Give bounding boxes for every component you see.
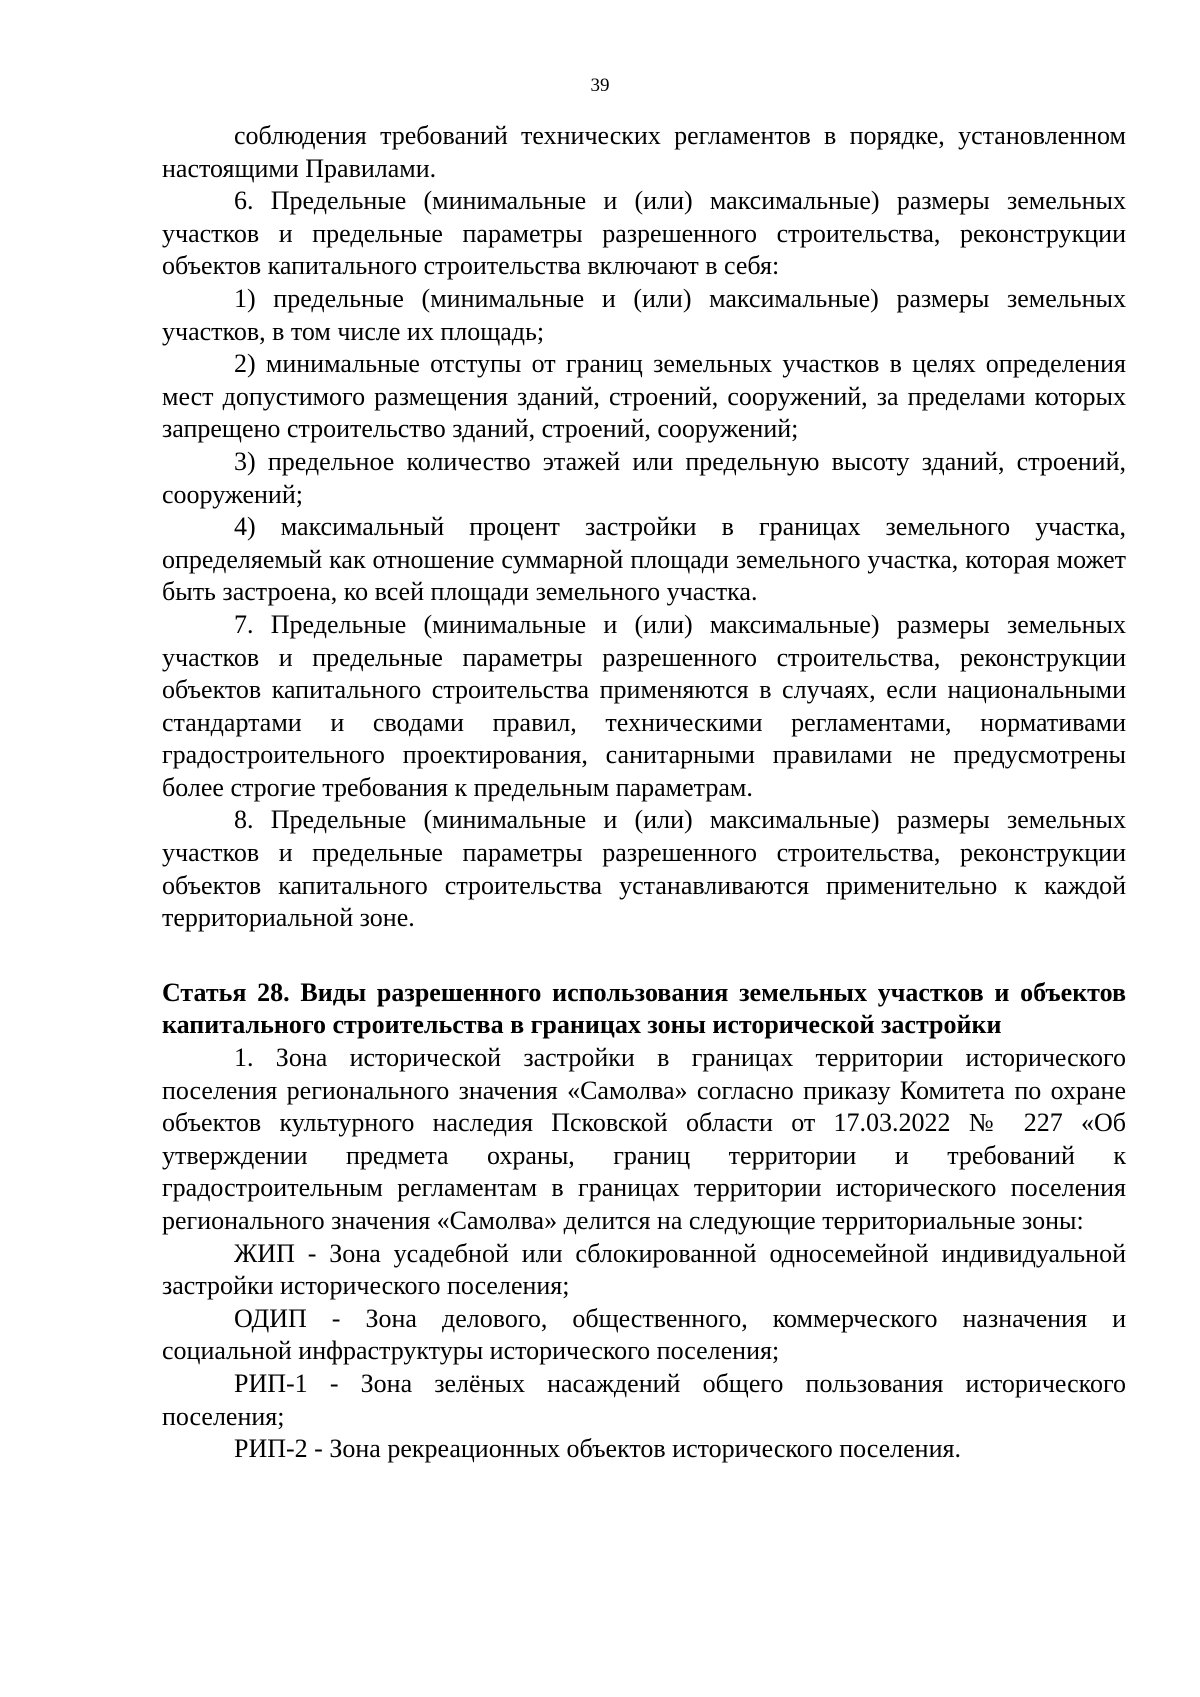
- document-body: [162, 120, 1126, 1466]
- zone-description: Зона усадебной или сблокированной односемейной индивидуальной застройки исторического поселения;: [162, 1238, 1126, 1301]
- zone-description: Зона рекреационных объектов исторического поселения.: [329, 1434, 961, 1464]
- paragraph: 4) максимальный процент застройки в границах земельного участка, определяемый как отношение суммарной площади земельного участка, которая может быть застроена, ко всей площади земельного участка.: [162, 512, 1126, 607]
- zone-description: Зона зелёных насаждений общего пользования исторического поселения;: [162, 1368, 1126, 1431]
- paragraph: соблюдения требований технических регламентов в порядке, установленном настоящими Правилами.: [162, 121, 1126, 183]
- zone-separator: -: [307, 1368, 361, 1398]
- paragraph: 8. Предельные (минимальные и (или) максимальные) размеры земельных участков и предельные параметры разрешенного строительства, реконструкции объектов капитального строительства устанавливаются применительно к каждой территориальной зоне.: [162, 805, 1126, 933]
- paragraph: 7. Предельные (минимальные и (или) максимальные) размеры земельных участков и предельные параметры разрешенного строительства, реконструкции объектов капитального строительства применяются в случаях, если национальными стандартами и сводами правил, техническими регламентами, нормативами градостроительного проектирования, санитарными правилами не предусмотрены более строгие требования к предельным параметрам.: [162, 609, 1126, 802]
- zone-separator: -: [294, 1238, 330, 1268]
- page-number: 39: [590, 75, 610, 96]
- zone-item: [162, 1238, 1126, 1303]
- zone-description: Зона делового, общественного, коммерческого назначения и социальной инфраструктуры исторического поселения;: [162, 1303, 1126, 1366]
- paragraph: 2) минимальные отступы от границ земельных участков в целях определения мест допустимого размещения зданий, строений, сооружений, за пределами которых запрещено строительство зданий, строений, сооружений;: [162, 349, 1126, 444]
- zone-separator: -: [306, 1303, 366, 1333]
- zone-code: РИП-2: [234, 1434, 308, 1464]
- zone-separator: -: [307, 1434, 330, 1464]
- zone-code: ОДИП: [234, 1303, 307, 1333]
- article-heading: Статья 28. Виды разрешенного использования земельных участков и объектов капитального строительства в границах зоны исторической застройки: [162, 977, 1126, 1040]
- zone-item: [162, 1433, 1126, 1466]
- paragraph: 6. Предельные (минимальные и (или) максимальные) размеры земельных участков и предельные параметры разрешенного строительства, реконструкции объектов капитального строительства включают в себя:: [162, 186, 1126, 281]
- zone-item: [162, 1368, 1126, 1433]
- paragraph: 3) предельное количество этажей или предельную высоту зданий, строений, сооружений;: [162, 446, 1126, 509]
- zone-item: [162, 1303, 1126, 1368]
- zone-code: РИП-1: [234, 1368, 308, 1398]
- paragraph: 1) предельные (минимальные и (или) максимальные) размеры земельных участков, в том числе их площадь;: [162, 283, 1126, 346]
- article-intro: 1. Зона исторической застройки в границах территории исторического поселения регионального значения «Самолва» согласно приказу Комитета по охране объектов культурного наследия Псковской области от 17.03.2022 № 227 «Об утверждении предмета охраны, границ территории и требований к градостроительным регламентам в границах территории исторического поселения регионального значения «Самолва» делится на следующие территориальные зоны:: [162, 1043, 1126, 1235]
- zone-code: ЖИП: [234, 1238, 295, 1268]
